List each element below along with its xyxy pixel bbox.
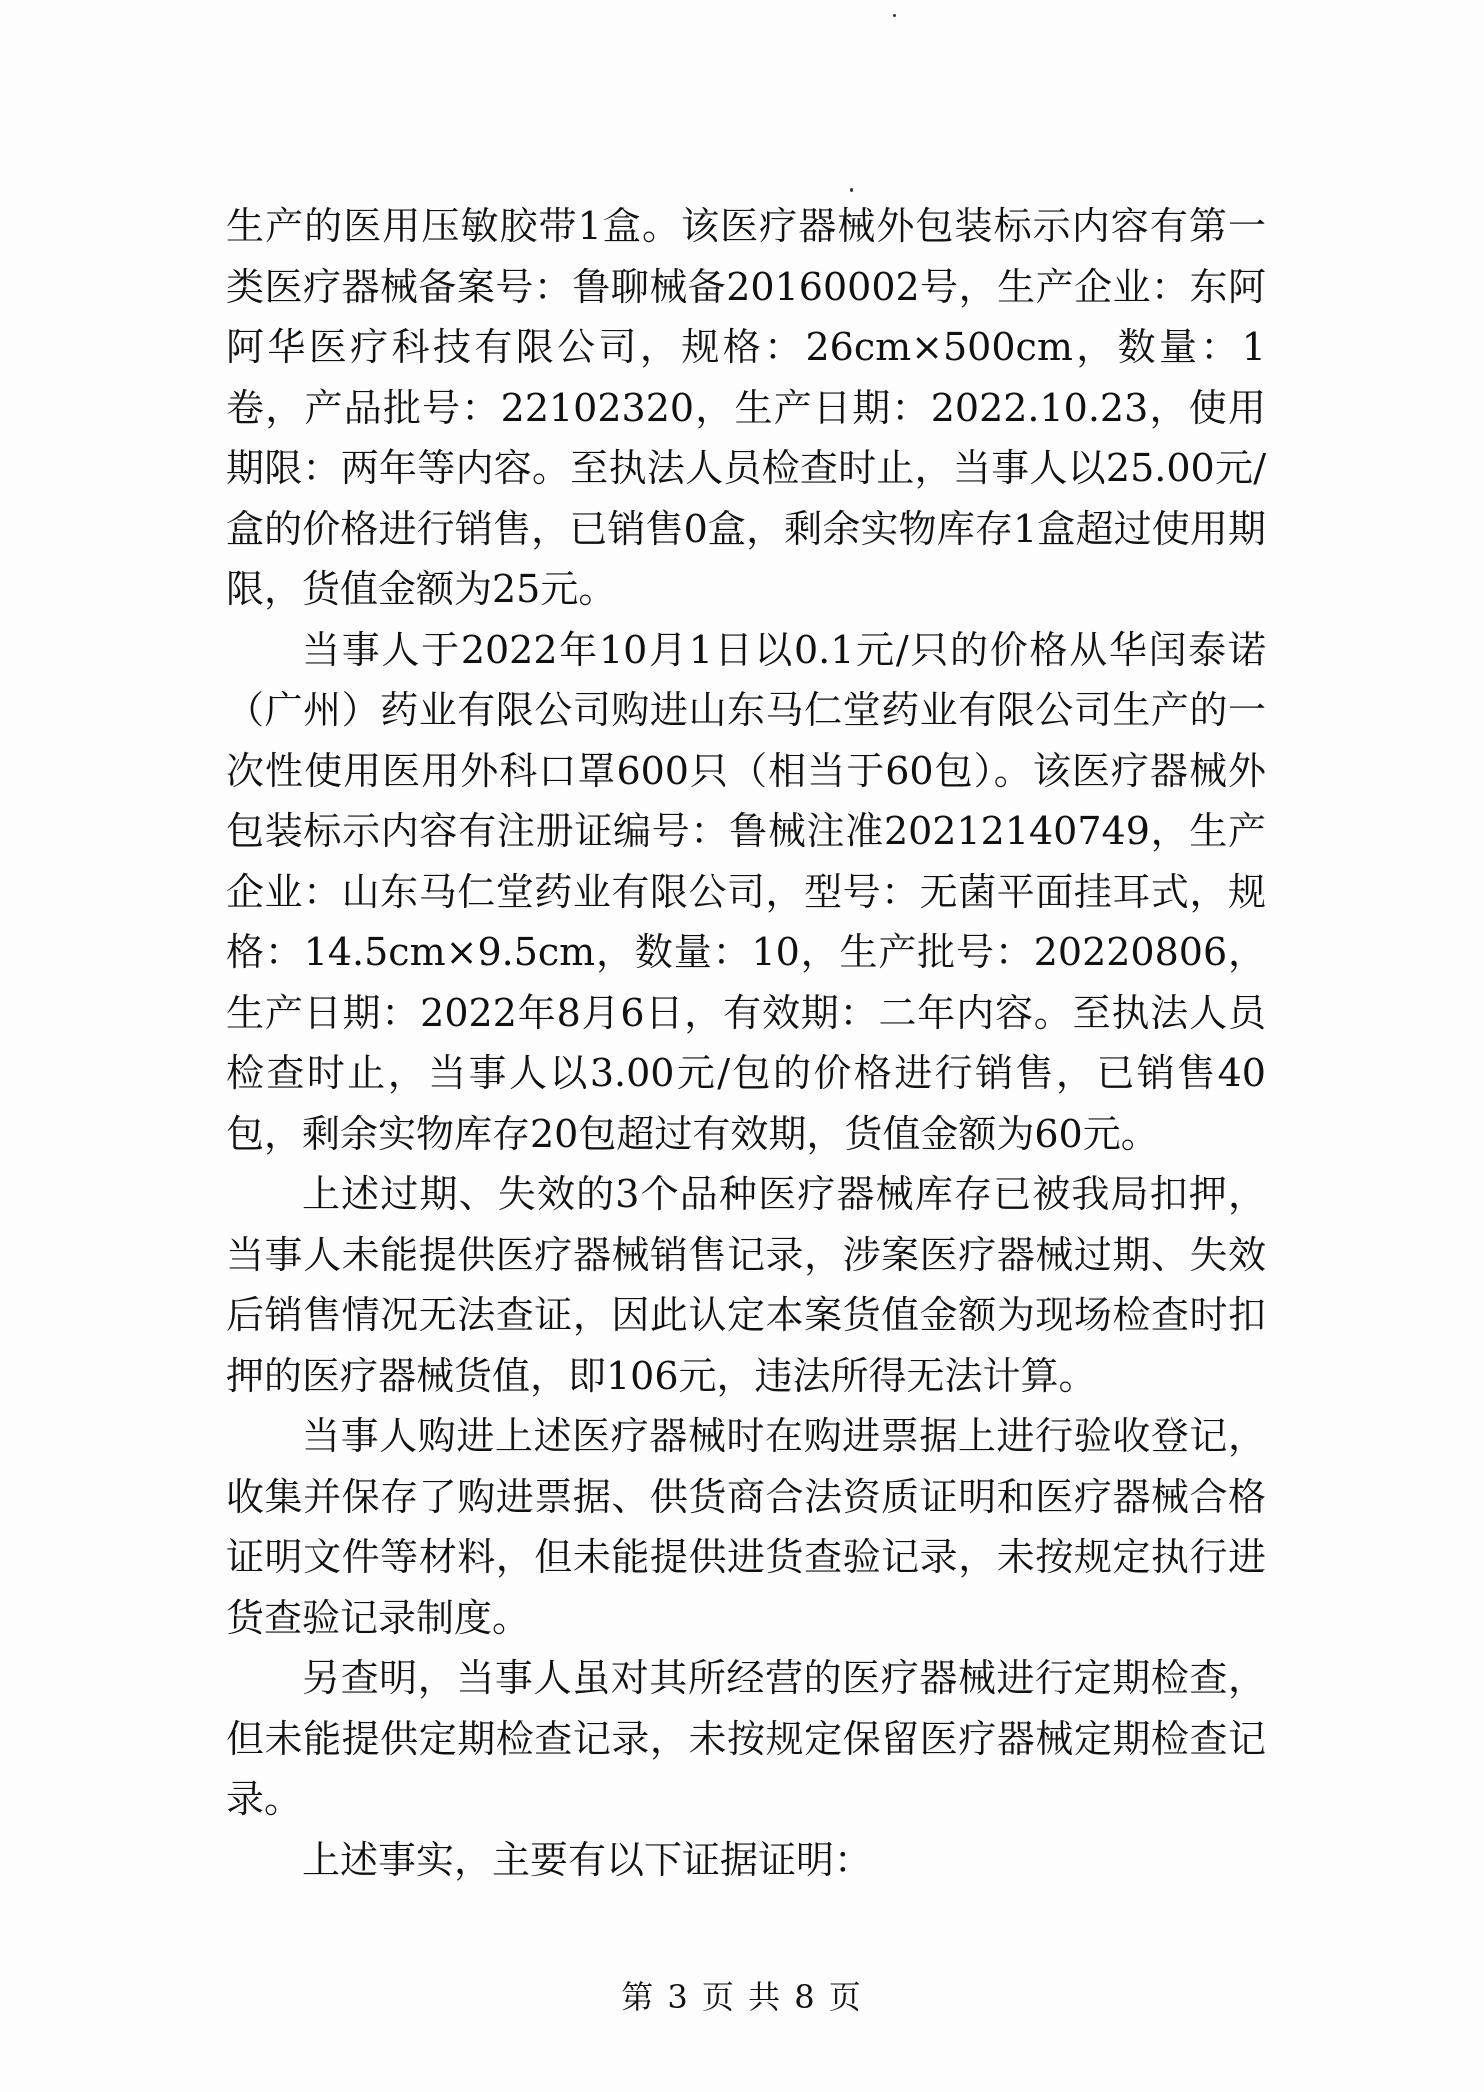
document-body (226, 196, 1266, 1890)
paragraph-surgical-masks: 当事人于2022年10月1日以0.1元/只的价格从华闰泰诺（广州）药业有限公司购进山东马仁堂药业有限公司生产的一次性使用医用外科口罩600只（相当于60包）。该医疗器械外包装标示内容有注册证编号：鲁械注准20212140749，生产企业：山东马仁堂药业有限公司，型号：无菌平面挂耳式，规格：14.5cm×9.5cm，数量：10，生产批号：20220806，生产日期：2022年8月6日，有效期：二年内容。至执法人员检查时止，当事人以3.00元/包的价格进行销售，已销售40包，剩余实物库存20包超过有效期，货值金额为60元。 (226, 627, 1266, 1156)
paragraph-periodic-check: 另查明，当事人虽对其所经营的医疗器械进行定期检查，但未能提供定期检查记录，未按规定保留医疗器械定期检查记录。 (226, 1656, 1266, 1821)
paragraph-seizure-value: 上述过期、失效的3个品种医疗器械库存已被我局扣押，当事人未能提供医疗器械销售记录，涉案医疗器械过期、失效后销售情况无法查证，因此认定本案货值金额为现场检查时扣押的医疗器械货值，即106元，违法所得无法计算。 (226, 1172, 1266, 1398)
paragraph-purchase-inspection: 当事人购进上述医疗器械时在购进票据上进行验收登记，收集并保存了购进票据、供货商合法资质证明和医疗器械合格证明文件等材料，但未能提供进货查验记录，未按规定执行进货查验记录制度。 (226, 1414, 1266, 1640)
paragraph-evidence-intro: 上述事实，主要有以下证据证明： (302, 1837, 873, 1882)
page-number-footer: 第 3 页 共 8 页 (621, 1978, 863, 2016)
scan-speck (893, 14, 896, 17)
paragraph-medical-tape: 生产的医用压敏胶带1盒。该医疗器械外包装标示内容有第一类医疗器械备案号：鲁聊械备20160002号，生产企业：东阿阿华医疗科技有限公司，规格：26cm×500cm，数量：1卷，产品批号：22102320，生产日期：2022.10.23，使用期限：两年等内容。至执法人员检查时止，当事人以25.00元/盒的价格进行销售，已销售0盒，剩余实物库存1盒超过使用期限，货值金额为25元。 (226, 204, 1266, 611)
scan-speck (850, 188, 853, 192)
